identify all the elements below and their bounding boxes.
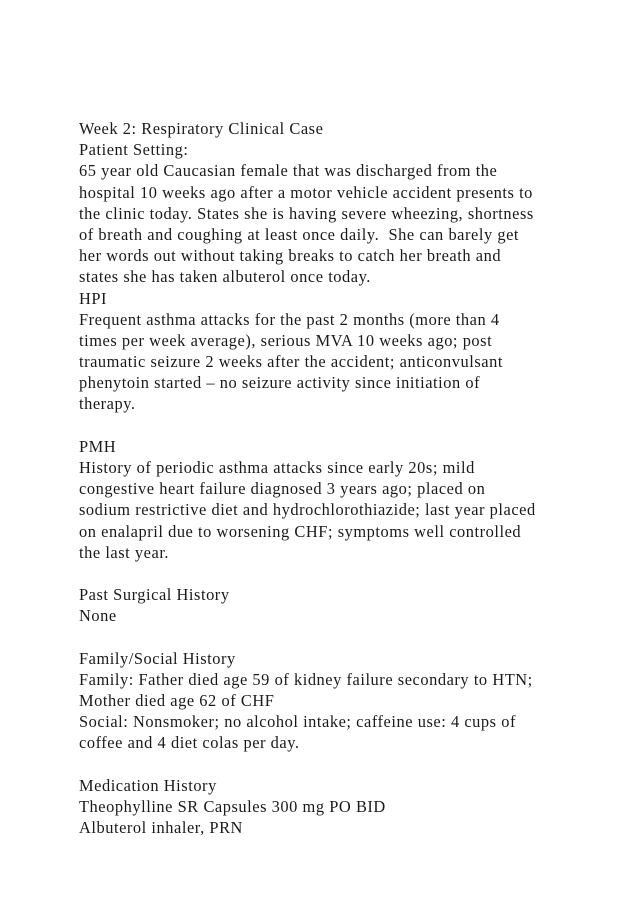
section-heading: Family/Social History [79,648,236,668]
document-body [79,118,619,838]
text-line: None [79,606,117,626]
section-surgical-history [79,584,619,626]
section-hpi [79,288,619,415]
text-line: times per week average), serious MVA 10 weeks ago; post [79,330,493,350]
text-line: her words out without taking breaks to catch her breath and [79,246,502,266]
text-line: hospital 10 weeks ago after a motor vehicle accident presents to [79,182,533,202]
text-line: History of periodic asthma attacks since early 20s; mild [79,458,475,477]
text-line: Albuterol inhaler, PRN [79,818,243,838]
text-line: Social: Nonsmoker; no alcohol intake; caffeine use: 4 cups of [79,712,516,732]
text-line: the clinic today. States she is having severe wheezing, shortness [79,203,534,223]
section-heading: PMH [79,436,117,456]
text-line: congestive heart failure diagnosed 3 years ago; placed on [79,479,486,499]
paragraph-spacer [79,415,619,436]
section-heading: Patient Setting: [79,140,189,160]
text-line: Frequent asthma attacks for the past 2 months (more than 4 [79,309,500,329]
text-line: states she has taken albuterol once today. [79,267,371,287]
section-heading: Past Surgical History [79,585,230,605]
text-line: on enalapril due to worsening CHF; symptoms well controlled [79,521,522,541]
section-heading: Medication History [79,775,217,795]
text-line: Family: Father died age 59 of kidney failure secondary to HTN; [79,669,533,689]
paragraph-spacer [79,563,619,584]
text-line: Theophylline SR Capsules 300 mg PO BID [79,797,386,816]
text-line: the last year. [79,542,170,562]
section-patient-setting [79,139,619,287]
text-line: coffee and 4 diet colas per day. [79,733,300,753]
paragraph-spacer [79,754,619,775]
document-title: Week 2: Respiratory Clinical Case [79,119,324,138]
section-heading: HPI [79,288,108,308]
section-family-social-history [79,648,619,754]
section-pmh [79,436,619,563]
section-medication-history [79,775,619,839]
text-line: therapy. [79,394,136,414]
text-line: traumatic seizure 2 weeks after the accident; anticonvulsant [79,352,503,372]
text-line: sodium restrictive diet and hydrochlorothiazide; last year placed [79,500,536,520]
text-line: of breath and coughing at least once daily. She can barely get [79,224,520,244]
text-line: 65 year old Caucasian female that was discharged from the [79,161,498,181]
text-line: Mother died age 62 of CHF [79,691,275,711]
paragraph-spacer [79,627,619,648]
text-line: phenytoin started – no seizure activity since initiation of [79,373,481,393]
